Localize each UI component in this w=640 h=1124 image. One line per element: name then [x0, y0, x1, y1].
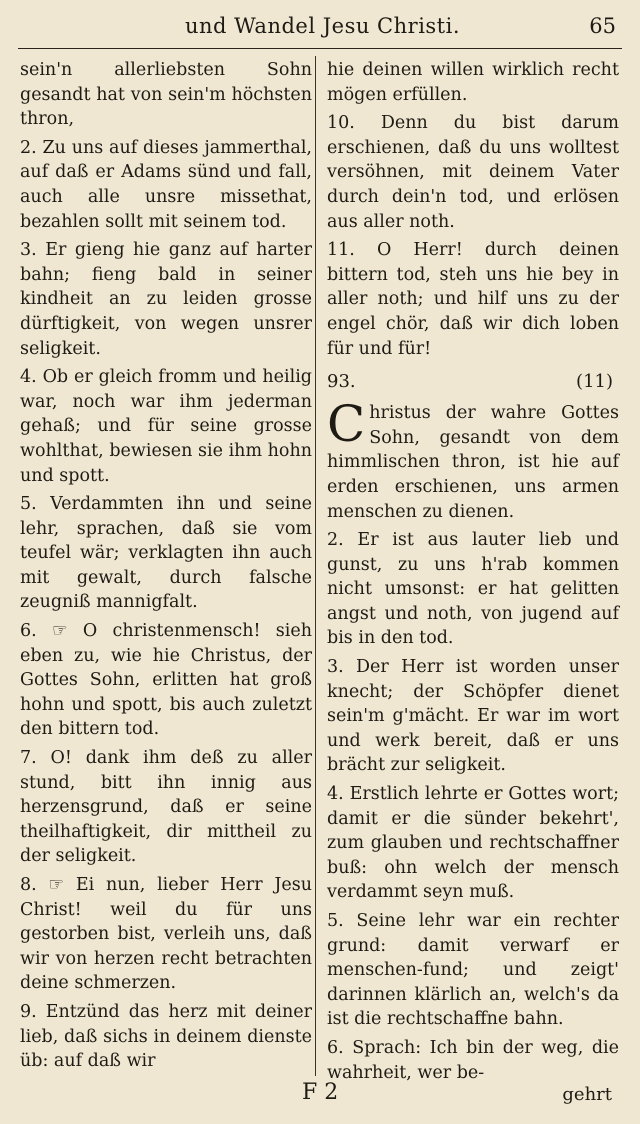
hymn-first-verse: [327, 395, 619, 524]
first-verse-text: hristus der wahre Gottes Sohn, gesandt von dem himmlischen thron, ist hie auf erden erschienen, uns armen menschen zu dienen.: [327, 403, 619, 522]
verse-continuation: hie deinen willen wirklich recht mögen erfüllen.: [327, 60, 619, 105]
left-column: [20, 58, 312, 1078]
catchword: gehrt: [562, 1084, 612, 1105]
drop-cap: C: [327, 395, 366, 454]
column-divider: [315, 56, 316, 1076]
verse: 9. Entzünd das herz mit deiner lieb, daß sichs in deinem dienste üb: auf daß wir: [20, 1001, 312, 1072]
hymn-tune-number: (11): [576, 371, 613, 393]
verse: 4. Erstlich lehrte er Gottes wort; damit er die sünder bekehrt', zum glauben und rechtschaffner buß: ohn welch der mensch verdammt seyn muß.: [327, 784, 619, 903]
header-rule: [18, 48, 622, 49]
verse: 11. O Herr! durch deinen bittern tod, steh uns hie bey in aller noth; und hilf uns zu der engel chör, daß wir dich loben für und für!: [327, 240, 619, 359]
verse: 8. ☞ Ei nun, lieber Herr Jesu Christ! weil du für uns gestorben bist, verleih uns, daß wir von herzen recht betrachten deine schmerzen.: [20, 875, 312, 994]
signature-mark: F 2: [302, 1080, 339, 1105]
hymn-number: 93.: [327, 371, 356, 393]
page-footer: [0, 1080, 640, 1120]
verse: 5. Seine lehr war ein rechter grund: damit verwarf er menschen-fund; und zeigt' darinnen klärlich an, welch's da ist die rechtschaffne bahn.: [327, 911, 619, 1030]
verse: 2. Er ist aus lauter lieb und gunst, zu uns h'rab kommen nicht umsonst: er hat gelitten angst und noth, von jugend auf bis in den tod.: [327, 530, 619, 649]
verse: 7. O! dank ihm deß zu aller stund, bitt ihn innig aus herzensgrund, daß er seine theilhaftigkeit, dir mittheil zu der seligkeit.: [20, 748, 312, 867]
page-header: [0, 12, 640, 46]
verse: 2. Zu uns auf dieses jammerthal, auf daß er Adams sünd und fall, auch alle unsre missethat, bezahlen sollt mit seinem tod.: [20, 137, 312, 232]
verse: 6. ☞ O christenmensch! sieh eben zu, wie hie Christus, der Gottes Sohn, erlitten hat groß hohn und spott, bis auch zuletzt den bittern tod.: [20, 621, 312, 740]
verse: 10. Denn du bist darum erschienen, daß du uns wolltest versöhnen, mit deinem Vater durch dein'n tod, und erlösen aus aller noth.: [327, 113, 619, 232]
right-column: [327, 58, 619, 1089]
verse-continuation: sein'n allerliebsten Sohn gesandt hat von sein'm höchsten thron,: [20, 60, 312, 130]
verse: 4. Ob er gleich fromm und heilig war, noch war ihm jederman gehaß; und für seine grosse wohlthat, bewiesen sie ihm hohn und spott.: [20, 367, 312, 486]
hymn-heading: [327, 369, 619, 397]
running-title: und Wandel Jesu Christi.: [185, 14, 461, 38]
page-number: 65: [589, 14, 616, 38]
verse: 5. Verdammten ihn und seine lehr, sprachen, daß sie vom teufel wär; verklagten ihn auch mit gewalt, durch falsche zeugniß mannigfalt.: [20, 494, 312, 613]
verse: 3. Er gieng hie ganz auf harter bahn; fieng bald in seiner kindheit an zu leiden grosse dürftigkeit, von wegen unsrer seligkeit.: [20, 240, 312, 359]
verse: 3. Der Herr ist worden unser knecht; der Schöpfer dienet sein'm g'mächt. Er war im wort und werk bereit, daß er uns brächt zur seligkeit.: [327, 657, 619, 776]
verse: 6. Sprach: Ich bin der weg, die wahrheit, wer be-: [327, 1037, 619, 1083]
